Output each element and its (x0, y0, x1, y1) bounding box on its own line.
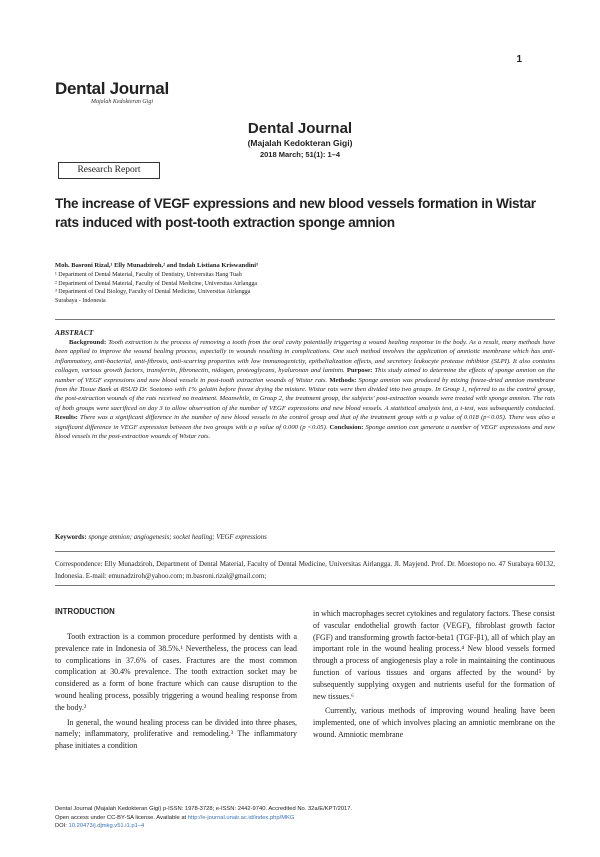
divider-top (55, 319, 555, 320)
keywords (55, 534, 555, 541)
footer-issn: Dental Journal (Majalah Kedokteran Gigi) p-ISSN: 1978-3728; e-ISSN: 2442-9740. Accredited No. 32a/E/KPT/2017. (55, 806, 353, 812)
introduction-heading: INTRODUCTION (55, 607, 115, 616)
abstract-body (55, 338, 555, 441)
paragraph: in which macrophages secret cytokines and regulatory factors. These consist of vascular endothelial growth factor (VEGF), fibroblast growth factor (FGF) and transforming growth factor-beta1 (TGF-β1), all of which play an important role in the wound healing process.⁴ New blood vessels formed through a process of angiogenesis play a role in maintaining the continuous function of various tissues and organs affected by the wound⁵ by subsequently supplying oxygen and nutrients useful for the formation of new tissues.⁶ (313, 609, 555, 701)
journal-issue: 2018 March; 51(1): 1–4 (259, 150, 341, 159)
license-text: Open access under CC-BY-SA license. Available at (55, 814, 188, 821)
purpose-label: Purpose: (346, 367, 373, 375)
paragraph: In general, the wound healing process can be divided into three phases, namely; inflammatory, proliferative and remodeling.³ The inflammatory phase initiates a condition (55, 717, 297, 751)
logo-sub-text: Majalah Kedokteran Gigi (91, 99, 153, 105)
page-number: 1 (516, 54, 522, 65)
results-label: Results: (55, 414, 78, 422)
results-text: There was a significant difference in the number of new blood vessels in the control group and that of the treatment group with a p value of 0.018 (p<0.05). There was also a significant difference in VEGF expression between the two groups with a p value of 0.000 (p <0.05). (55, 414, 555, 431)
affiliation-2: ² Department of Dental Material, Faculty of Dental Medicine, Universitas Airlangga (55, 280, 258, 287)
journal-title: Dental Journal (247, 120, 353, 137)
footer-license (55, 814, 352, 823)
paragraph: Currently, various methods of improving wound healing have been implemented, one of which involves placing an amniotic membrane on the wound. Amniotic membrane (313, 706, 555, 739)
methods-label: Methods: (329, 376, 357, 384)
author-list: Moh. Basroni Rizal,¹ Elly Munadziroh,² and Indah Listiana Kriswandini³ (55, 262, 259, 269)
doi-label: DOI: (55, 823, 69, 830)
keywords-label: Keywords: (55, 534, 87, 541)
page-footer (55, 805, 352, 831)
article-type-box: Research Report (58, 162, 160, 179)
background-label: Background: (69, 339, 107, 346)
journal-url-link[interactable]: http://e-journal.unair.ac.id/index.php/MKG (187, 814, 295, 821)
affiliation-3: ³ Department of Oral Biology, Faculty of Dental Medicine, Universitas Airlangga (55, 289, 251, 295)
abstract-heading: ABSTRACT (55, 328, 94, 337)
article-title: The increase of VEGF expressions and new blood vessels formation in Wistar rats induced with post-tooth extraction sponge amnion (55, 196, 536, 230)
affiliation-1: ¹ Department of Dental Material, Faculty of Dentistry, Universitas Hang Tuah (55, 272, 242, 278)
paragraph: Tooth extraction is a common procedure performed by dentists with a prevalence rate in Indonesia of 38.5%.¹ Nevertheless, the process can lead to complications in 37.6% of cases. Fractures are the most common complication at 30.4% prevalence. The tooth extraction socket may be considered as a form of bone fracture which can cause disruption to the wound healing process, possibly triggering a wound healing response from the body.² (55, 632, 297, 712)
journal-logo (55, 80, 169, 106)
affiliation-city: Surabaya - Indonesia (55, 297, 106, 304)
doi-link[interactable]: 10.20473/j.djmkg.v51.i1.p1–4 (68, 823, 145, 830)
purpose-text: This study aimed to determine the effects of sponge amnion on the number of VEGF expressions and new blood vessels in post-tooth extraction wounds of Wistar rats. (55, 367, 555, 384)
conclusion-text: Sponge amnion can generate a number of VEGF expressions and new blood vessels in the post-extraction wounds of Wistar rats. (55, 423, 555, 441)
left-column (55, 631, 297, 755)
conclusion-label: Conclusion: (329, 423, 364, 431)
divider-mid (55, 551, 555, 552)
correspondence: Correspondence: Elly Munadziroh, Department of Dental Material, Faculty of Dental Medicine, Universitas Airlangga. Jl. Mayjend. Prof. Dr. Moestopo no. 47 Surabaya 60132, Indonesia. E-mail: emunadziroh@yahoo.com; m.basroni.rizal@gmail.com; (55, 560, 555, 580)
methods-text: Sponge amnion was produced by mixing freeze-dried amnion membrane from the Tissue Bank at RSUD Dr. Soetomo with 1% gelatin before freeze drying the mixture. Wistar rats were then divided into two groups. In Group 1, referred to as the control group, the post-extraction wounds of the rats received no treatment. Meanwhile, in Group 2, the treatment group, the subjects' post-extraction wounds were treated with sponge amnion. The rats of both groups were sacrificed on day 3 to allow observation of the number of VEGF expressions and new blood vessels. A statistical analysis test, a t-test, was subsequently conducted. (55, 376, 555, 412)
right-column (313, 608, 555, 744)
journal-subtitle: (Majalah Kedokteran Gigi) (247, 138, 353, 148)
divider-bottom (55, 585, 555, 586)
background-text: Tooth extraction is the process of removing a tooth from the oral cavity potentially triggering a wound healing response in the body. As a result, many methods have been applied to improve the wound healing process, especially in wounds resulting in complications. One such method involves the application of amniotic membrane which has anti-inflammatory, anti-bacterial, anti-fibrosis, anti-scarring properties with low immunogenicity, epithelialization effects, and secretory leukocyte protease inhibitor (SLPI). It also contains collagen, various growth factors, transferrin, fibronectin, nidogen, proteoglycans, hyaluronan and laminin. (55, 339, 555, 375)
footer-doi (55, 822, 352, 831)
logo-main-text: Dental Journal (55, 79, 169, 98)
keywords-text: sponge amnion; angiogenesis; socket healing; VEGF expressions (88, 534, 267, 541)
